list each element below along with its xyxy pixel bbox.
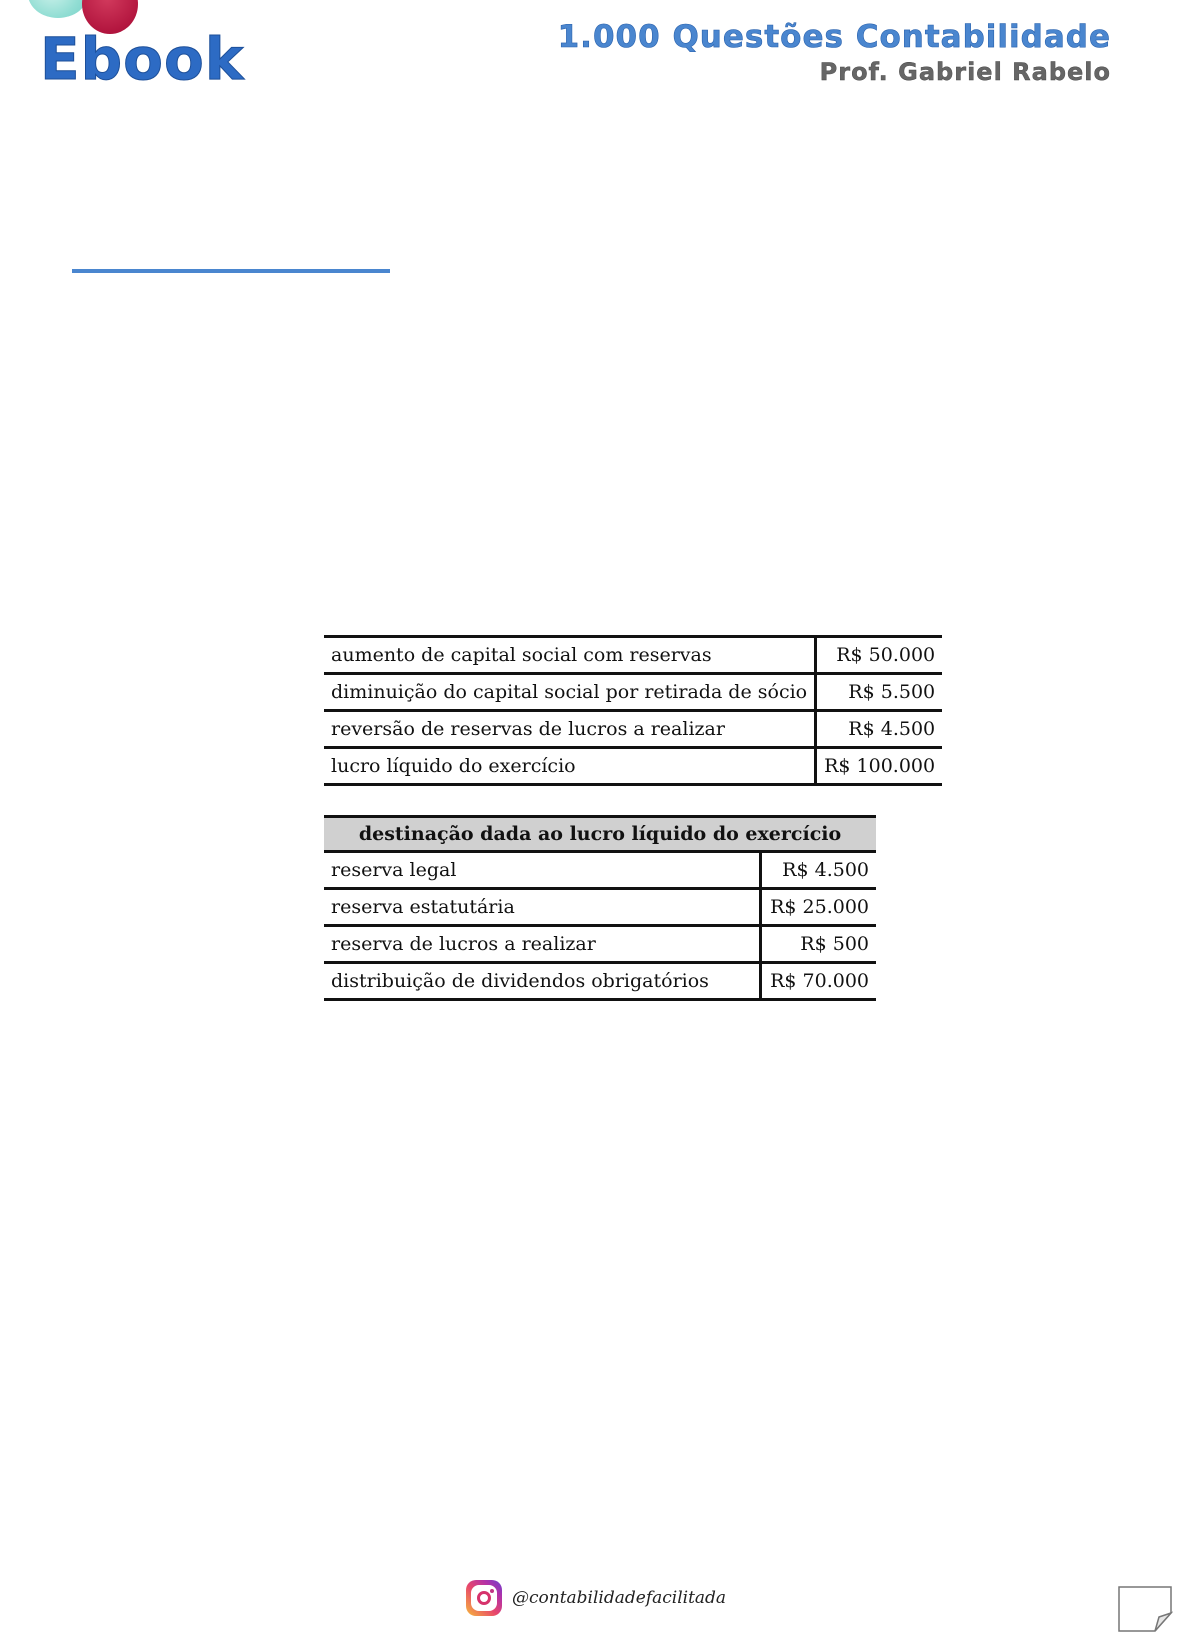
row-value: R$ 4.500 xyxy=(761,852,877,889)
table-row xyxy=(324,674,942,711)
instagram-icon[interactable] xyxy=(466,1580,502,1616)
page-curl-icon xyxy=(1117,1585,1173,1633)
table-row xyxy=(324,852,876,889)
profit-allocation-table xyxy=(324,815,876,1001)
table-row xyxy=(324,748,942,785)
ebook-logo xyxy=(24,0,254,100)
section-accent-line xyxy=(72,269,390,273)
row-value: R$ 4.500 xyxy=(816,711,943,748)
book-title: 1.000 Questões Contabilidade xyxy=(557,19,1111,55)
row-value: R$ 70.000 xyxy=(761,963,877,1000)
header-titles xyxy=(558,20,1111,86)
row-label: distribuição de dividendos obrigatórios xyxy=(324,963,761,1000)
row-label: aumento de capital social com reservas xyxy=(324,637,816,674)
row-label: reserva de lucros a realizar xyxy=(324,926,761,963)
table-row xyxy=(324,889,876,926)
row-value: R$ 5.500 xyxy=(816,674,943,711)
row-value: R$ 25.000 xyxy=(761,889,877,926)
row-label: reserva legal xyxy=(324,852,761,889)
row-label: lucro líquido do exercício xyxy=(324,748,816,785)
table-row xyxy=(324,926,876,963)
row-label: reserva estatutária xyxy=(324,889,761,926)
row-label: reversão de reservas de lucros a realizar xyxy=(324,711,816,748)
logo-text: Ebook xyxy=(40,25,245,93)
author-name: Prof. Gabriel Rabelo xyxy=(819,57,1111,86)
footer-social xyxy=(466,1576,726,1620)
table-header-row xyxy=(324,817,876,852)
table-row xyxy=(324,963,876,1000)
row-label: diminuição do capital social por retirada de sócio xyxy=(324,674,816,711)
instagram-handle[interactable]: @contabilidadefacilitada xyxy=(512,1588,727,1608)
row-value: R$ 100.000 xyxy=(816,748,943,785)
row-value: R$ 500 xyxy=(761,926,877,963)
logo-teal-blob xyxy=(28,0,88,18)
table-row xyxy=(324,637,942,674)
equity-changes-table xyxy=(324,635,942,786)
table-header: destinação dada ao lucro líquido do exercício xyxy=(324,817,876,852)
table-row xyxy=(324,711,942,748)
row-value: R$ 50.000 xyxy=(816,637,943,674)
